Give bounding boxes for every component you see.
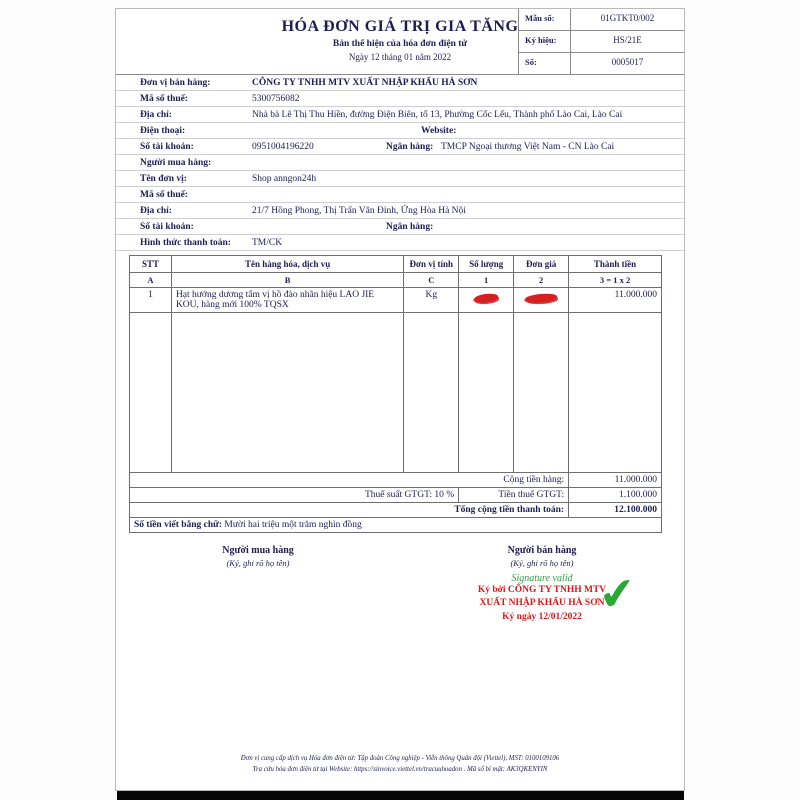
total-label: Tổng cộng tiền thanh toán: — [130, 503, 569, 518]
seller-website-label: Website: — [421, 126, 457, 136]
seller-tax-label: Mã số thuế: — [140, 94, 189, 104]
seller-phone-label: Điện thoại: — [140, 126, 186, 136]
subcol-b: B — [171, 273, 403, 288]
amount-in-words-value: Mười hai triệu một trăm nghìn đồng — [222, 520, 362, 530]
subcol-2: 2 — [514, 273, 569, 288]
payment-method-row — [116, 235, 684, 251]
seller-account-label: Số tài khoản: — [140, 142, 194, 152]
buyer-tax-row — [116, 187, 684, 203]
empty-cell — [459, 313, 514, 473]
item-qty-cell — [459, 288, 514, 313]
subtotal-label: Cộng tiền hàng: — [130, 473, 569, 488]
invoice-sheet — [115, 8, 685, 791]
invoice-date: Ngày 12 tháng 01 năm 2022 — [348, 52, 452, 62]
invoice-footer — [116, 754, 684, 776]
col-header-name: Tên hàng hóa, dịch vụ — [171, 256, 403, 273]
meta-row-serial — [519, 31, 684, 53]
footer-lookup-line: Tra cứu hóa đơn điện tử tại Website: https://sinvoice.viettel.vn/tracuuhoadon . Mã số bí mật: AK3QKENYIN — [252, 766, 548, 774]
subcol-a: A — [130, 273, 172, 288]
total-value: 12.100.000 — [569, 503, 662, 518]
buyer-unit-value: Shop anngon24h — [252, 174, 317, 184]
seller-signature-note: (Ký, ghi rõ họ tên) — [510, 558, 574, 568]
item-row — [130, 288, 662, 313]
seller-address-row — [116, 107, 684, 123]
buyer-bank-label: Ngân hàng: — [386, 222, 434, 232]
subtotal-row — [130, 473, 662, 488]
col-header-qty: Số lượng — [459, 256, 514, 273]
digital-signature-stamp — [400, 568, 684, 624]
signature-area — [116, 545, 684, 624]
buyer-account-bank-row — [116, 219, 684, 235]
items-table — [129, 255, 662, 533]
payment-method-label: Hình thức thanh toán: — [140, 238, 231, 248]
meta-row-invoice-number — [519, 53, 684, 74]
seller-bank-label: Ngân hàng: — [386, 142, 434, 152]
stamp-signed-by-line2: XUẤT NHẬP KHẨU HÀ SƠN — [479, 598, 605, 609]
buyer-person-row — [116, 155, 684, 171]
buyer-address-row — [116, 203, 684, 219]
col-header-unit: Đơn vị tính — [404, 256, 459, 273]
item-unit: Kg — [404, 288, 459, 313]
buyer-signature-title: Người mua hàng — [222, 545, 294, 556]
buyer-address-value: 21/7 Hồng Phong, Thị Trấn Vân Đình, Ứng Hòa Hà Nội — [252, 206, 466, 216]
total-row — [130, 503, 662, 518]
invoice-meta-box — [518, 9, 684, 74]
buyer-unit-row — [116, 171, 684, 187]
invoice-header — [116, 9, 684, 75]
stamp-signed-by-line1: Ký bởi CÔNG TY TNHH MTV — [477, 585, 607, 595]
buyer-unit-label: Tên đơn vị: — [140, 174, 187, 184]
col-header-amount: Thành tiền — [569, 256, 662, 273]
seller-bank-value: TMCP Ngoại thương Việt Nam - CN Lào Cai — [441, 142, 615, 152]
seller-unit-value: CÔNG TY TNHH MTV XUẤT NHẬP KHẨU HÀ SƠN — [252, 78, 478, 88]
signature-valid-check-icon: ✔ — [596, 568, 639, 621]
payment-method-value: TM/CK — [252, 238, 283, 248]
items-subheader-row — [130, 273, 662, 288]
seller-tax-row — [116, 91, 684, 107]
signature-valid-text: Signature valid — [511, 573, 573, 584]
seller-phone-website-row — [116, 123, 684, 139]
amount-in-words-cell — [130, 518, 662, 533]
serial-value: HS/21E — [613, 35, 642, 45]
seller-signature-title: Người bán hàng — [507, 545, 577, 556]
item-amount: 11.000.000 — [569, 288, 662, 313]
subcol-c: C — [404, 273, 459, 288]
item-stt: 1 — [130, 288, 172, 313]
serial-label: Ký hiệu: — [519, 31, 571, 52]
vat-label: Tiền thuế GTGT: — [459, 488, 569, 503]
item-name: Hạt hướng dương tẩm vị hồ đào nhãn hiệu LAO JIE KOU, hàng mới 100% TQSX — [171, 288, 403, 313]
subtotal-value: 11.000.000 — [569, 473, 662, 488]
photo-bottom-black-bar — [117, 791, 684, 800]
invoice-title: HÓA ĐƠN GIÁ TRỊ GIA TĂNG — [281, 18, 519, 35]
items-header-row — [130, 256, 662, 273]
seller-signature-block — [400, 545, 684, 624]
empty-cell — [130, 313, 172, 473]
seller-unit-label: Đơn vị bán hàng: — [140, 78, 211, 88]
buyer-signature-block — [116, 545, 400, 624]
empty-cell — [171, 313, 403, 473]
seller-address-label: Địa chỉ: — [140, 110, 172, 120]
template-number-value: 01GTKT0/002 — [600, 13, 655, 23]
invoice-subtitle: Bản thể hiện của hóa đơn điện tử — [332, 39, 468, 49]
subcol-1: 1 — [459, 273, 514, 288]
empty-cell — [514, 313, 569, 473]
quantity-redaction-scribble — [474, 293, 499, 303]
price-redaction-scribble — [525, 293, 557, 303]
col-header-price: Đơn giá — [514, 256, 569, 273]
vat-rate-label: Thuế suất GTGT: 10 % — [130, 488, 459, 503]
meta-row-template-number — [519, 9, 684, 31]
seller-account-bank-row — [116, 139, 684, 155]
buyer-person-label: Người mua hàng: — [140, 158, 212, 168]
seller-address-value: Nhà bà Lê Thị Thu Hiền, đường Điện Biên, tổ 13, Phường Cốc Lếu, Thành phố Lào Cai, Lào Cai — [252, 110, 623, 120]
item-price-cell — [514, 288, 569, 313]
invoice-number-label: Số: — [519, 53, 571, 74]
stamp-sign-date: Ký ngày 12/01/2022 — [502, 611, 582, 622]
seller-unit-row — [116, 75, 684, 91]
template-number-label: Mẫu số: — [519, 9, 571, 30]
seller-tax-value: 5300756082 — [252, 94, 300, 104]
footer-provider-line: Đơn vị cung cấp dịch vụ Hóa đơn điện tử: Tập đoàn Công nghiệp - Viễn thông Quân đội (Viettel), MST: 0100109106 — [240, 755, 560, 763]
col-header-stt: STT — [130, 256, 172, 273]
buyer-account-label: Số tài khoản: — [140, 222, 194, 232]
empty-rows-area — [130, 313, 662, 473]
vat-value: 1.100.000 — [569, 488, 662, 503]
subcol-3: 3 = 1 x 2 — [569, 273, 662, 288]
vat-row — [130, 488, 662, 503]
buyer-tax-label: Mã số thuế: — [140, 190, 189, 200]
buyer-address-label: Địa chỉ: — [140, 206, 172, 216]
buyer-signature-note: (Ký, ghi rõ họ tên) — [226, 558, 290, 568]
empty-cell — [569, 313, 662, 473]
amount-in-words-label: Số tiền viết bằng chữ: — [134, 520, 223, 530]
empty-cell — [404, 313, 459, 473]
amount-in-words-row — [130, 518, 662, 533]
invoice-number-value: 0005017 — [611, 57, 644, 67]
seller-account-value: 0951004196220 — [252, 142, 314, 152]
